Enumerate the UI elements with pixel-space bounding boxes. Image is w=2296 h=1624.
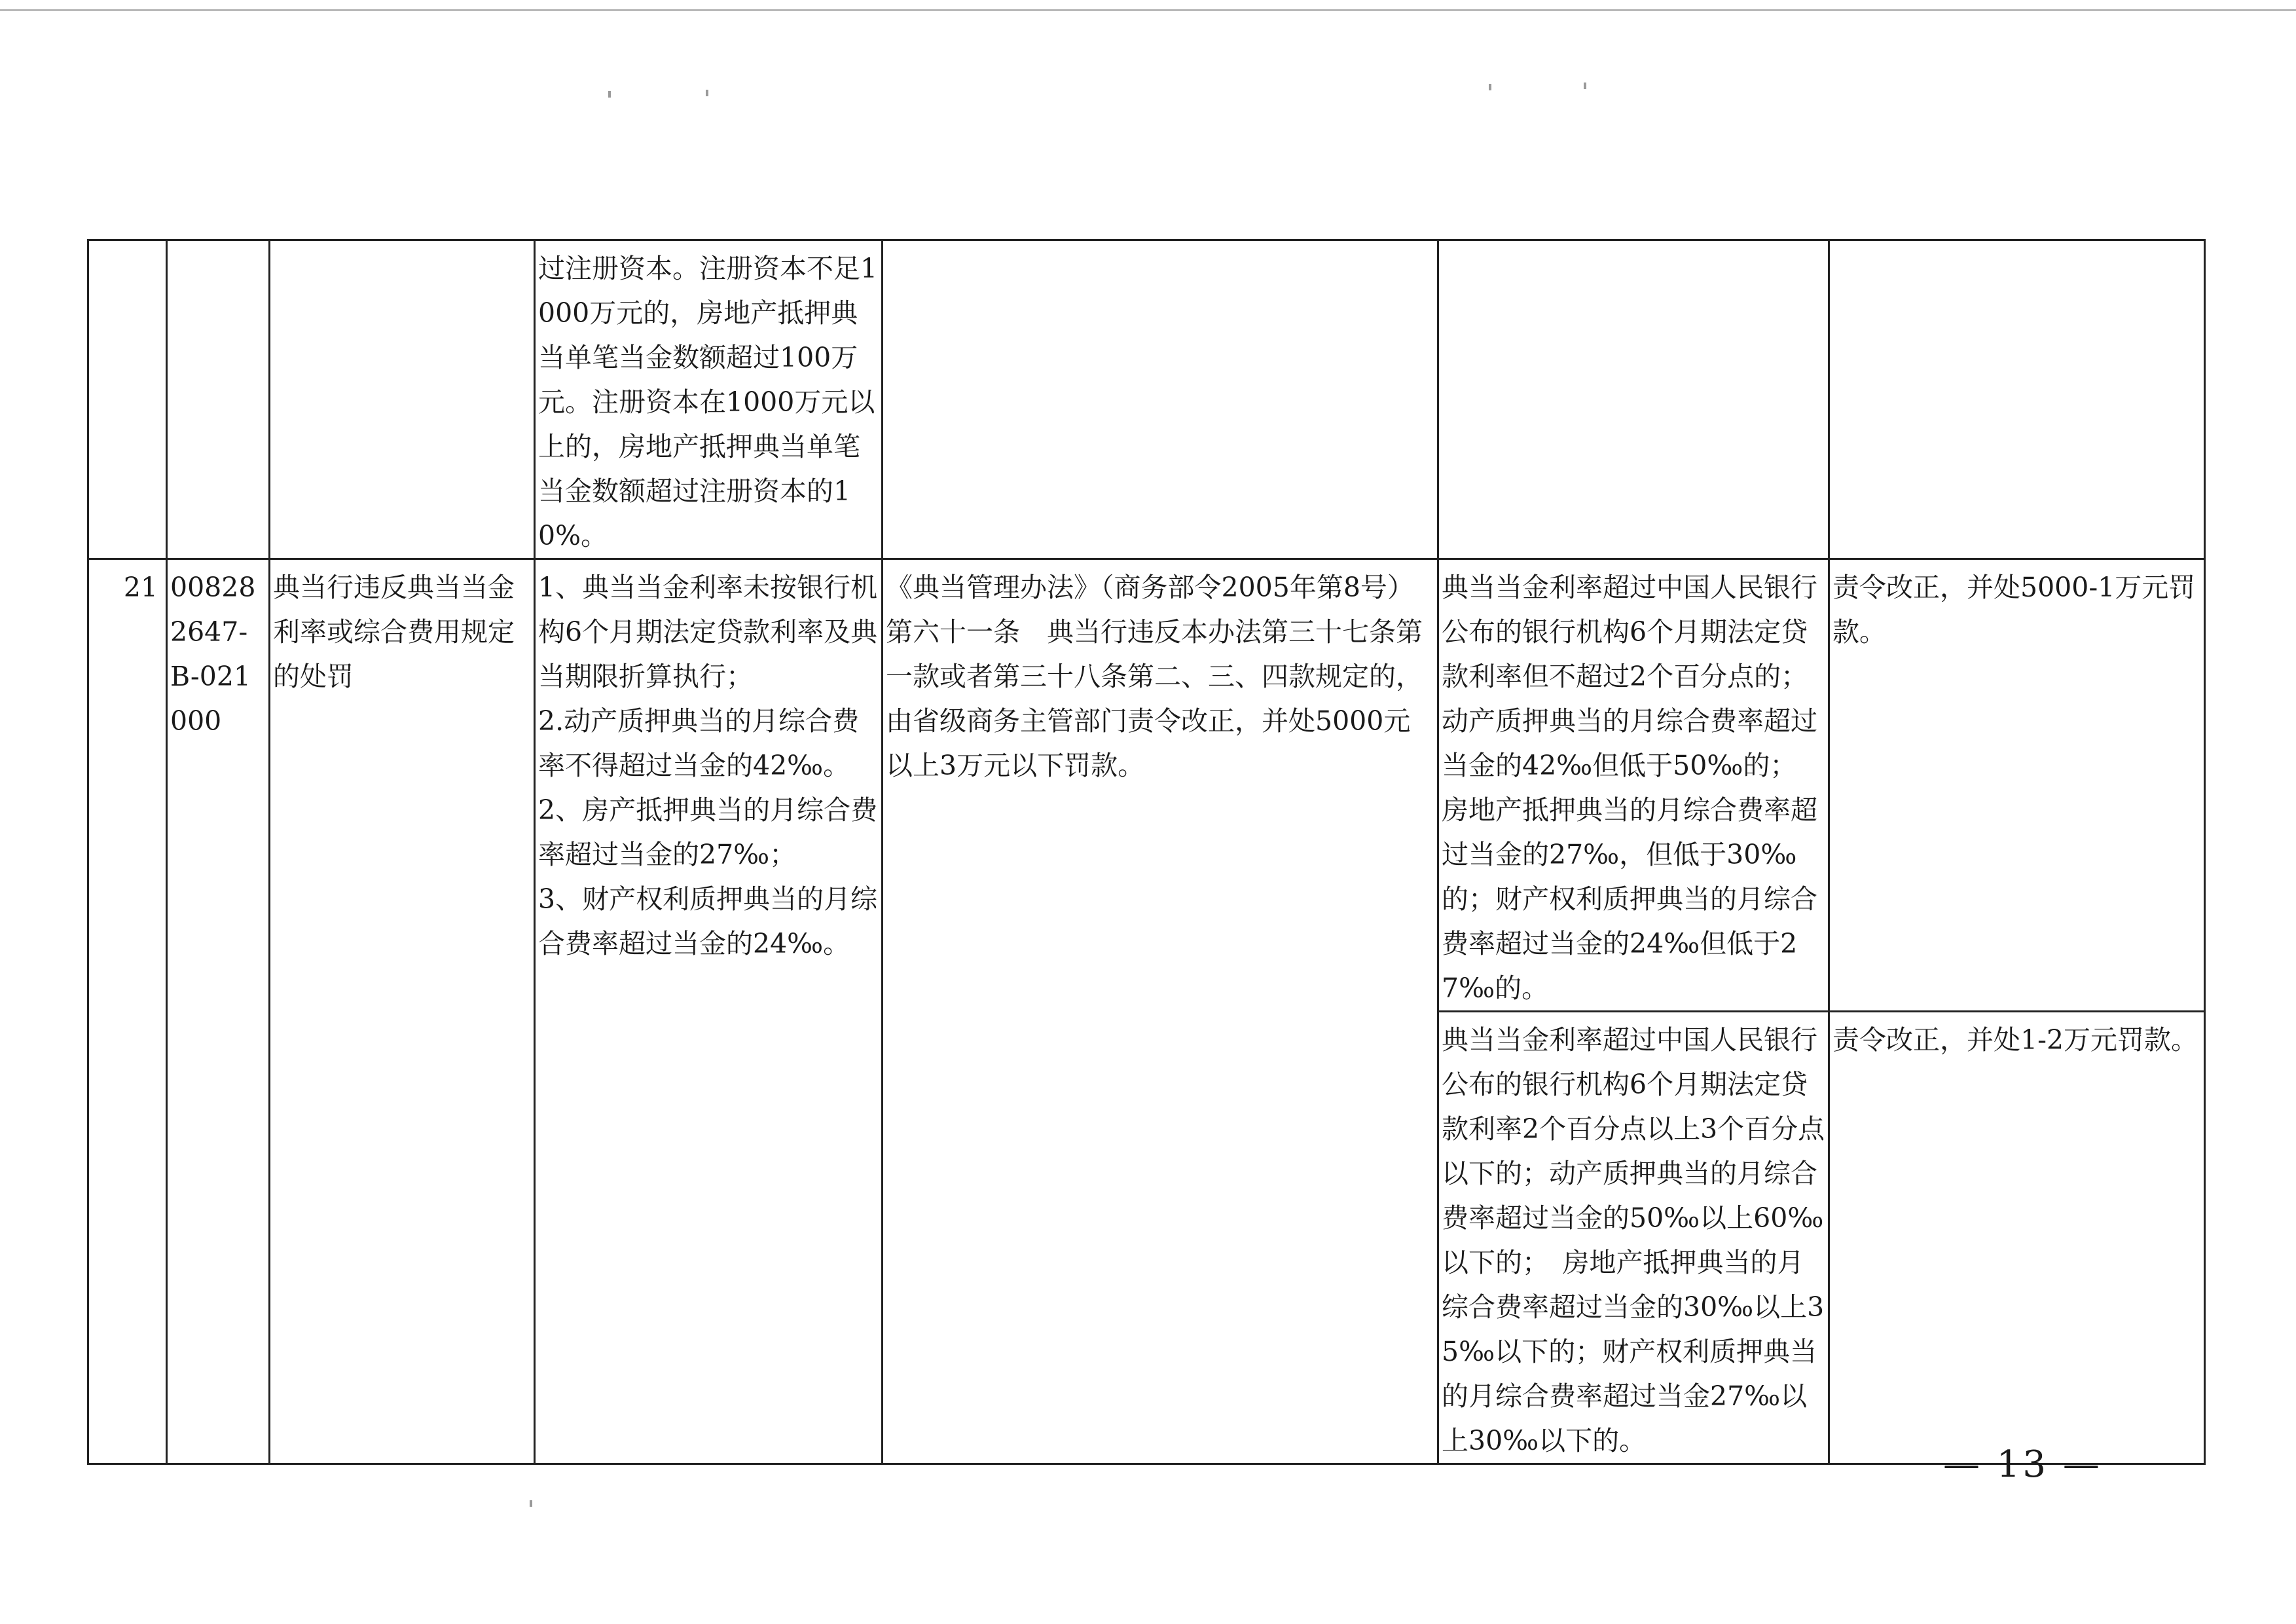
- matter-cell: [270, 240, 535, 559]
- circumstance-cell: 典当当金利率超过中国人民银行公布的银行机构6个月期法定贷款利率但不超过2个百分点的；动产质押典当的月综合费率超过当金的42‰但低于50‰的； 房地产抵押典当的月综合费率超过当金的27‰，但低于30‰的；财产权利质押典当的月综合费率超过当金的24‰但低于27‰的。: [1438, 559, 1829, 1012]
- code-cell: [167, 240, 270, 559]
- page-number: — 13 —: [1943, 1443, 2102, 1486]
- table-row-21: [88, 559, 2205, 1012]
- penalty-cell: 责令改正，并处1-2万元罚款。: [1829, 1012, 2205, 1464]
- circumstance-cell: [1438, 240, 1829, 559]
- table-row-continued: [88, 240, 2205, 559]
- circumstance-cell: 典当当金利率超过中国人民银行公布的银行机构6个月期法定贷款利率2个百分点以上3个百分点以下的；动产质押典当的月综合费率超过当金的50‰以上60‰以下的； 房地产抵押典当的月综合费率超过当金的30‰以上35‰以下的；财产权利质押典当的月综合费率超过当金27‰以上30‰以下的。: [1438, 1012, 1829, 1464]
- seq-cell: 21: [88, 559, 167, 1464]
- code-cell: 008282647-B-021000: [167, 559, 270, 1464]
- basis-cell: 《典当管理办法》（商务部令2005年第8号）第六十一条 典当行违反本办法第三十七条第一款或者第三十八条第二、三、四款规定的，由省级商务主管部门责令改正，并处5000元以上3万元以下罚款。: [883, 559, 1438, 1464]
- matter-cell: 典当行违反典当当金利率或综合费用规定的处罚: [270, 559, 535, 1464]
- scan-speck: [608, 91, 611, 98]
- scan-speck: [1489, 84, 1491, 90]
- penalty-table: [87, 239, 2206, 1465]
- seq-cell: [88, 240, 167, 559]
- basis-cell: [883, 240, 1438, 559]
- penalty-cell: [1829, 240, 2205, 559]
- scan-speck: [1584, 83, 1586, 89]
- scan-speck: [530, 1500, 532, 1507]
- top-scan-edge: [0, 9, 2296, 11]
- scan-speck: [706, 90, 708, 96]
- penalty-cell: 责令改正，并处5000-1万元罚款。: [1829, 559, 2205, 1012]
- content-cell: 过注册资本。注册资本不足1000万元的，房地产抵押典当单笔当金数额超过100万元。注册资本在1000万元以上的，房地产抵押典当单笔当金数额超过注册资本的10%。: [535, 240, 883, 559]
- content-cell: 1、典当当金利率未按银行机构6个月期法定贷款利率及典当期限折算执行； 2.动产质押典当的月综合费率不得超过当金的42‰。 2、房产抵押典当的月综合费率超过当金的27‰； 3、财产权利质押典当的月综合费率超过当金的24‰。: [535, 559, 883, 1464]
